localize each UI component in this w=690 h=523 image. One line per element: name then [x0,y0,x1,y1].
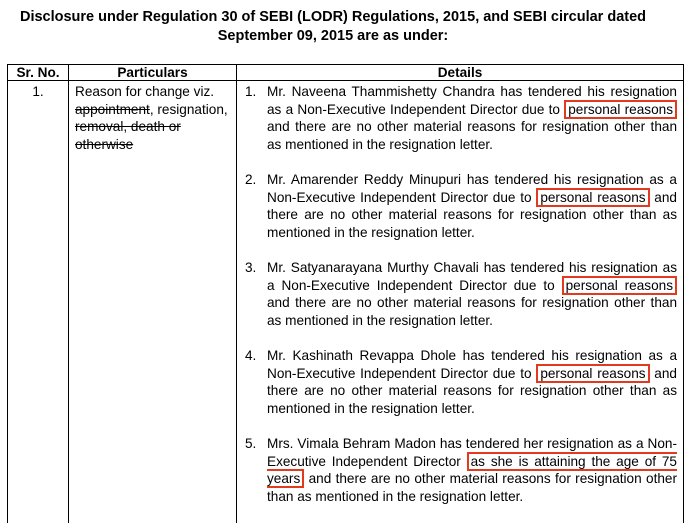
header-details: Details [237,65,684,81]
highlighted-reason: as she is attaining the age of 75 years [267,452,677,489]
highlighted-reason: personal reasons [536,364,649,383]
particulars-struck-removal: removal, death or otherwise [75,119,181,152]
item-text-before: Mr. Naveena Thammishetty Chandra has tendered his resignation as a Non-Executive Independent Director due to [267,84,677,117]
highlighted-reason: personal reasons [564,100,677,119]
item-number: 4. [245,347,256,365]
cell-details [237,81,684,523]
item-text-after: and there are no other material reasons for resignation other than as mentioned in the resignation letter. [267,366,677,416]
details-list [245,83,677,505]
highlighted-reason: personal reasons [562,276,677,295]
header-sr-no: Sr. No. [8,65,69,81]
item-number: 3. [245,259,256,277]
item-text-before: Mrs. Vimala Behram Madon has tendered her resignation as a Non-Executive Independent Director [267,436,677,469]
item-number: 1. [245,83,256,101]
list-item [245,171,677,241]
list-item [245,83,677,153]
item-number: 5. [245,435,256,453]
item-text-after: and there are no other material reasons for resignation other than as mentioned in the resignation letter. [267,471,677,504]
cell-particulars [69,81,237,523]
highlighted-reason: personal reasons [536,188,649,207]
item-text-after: and there are no other material reasons for resignation other than as mentioned in the resignation letter. [267,295,677,328]
table-header-row [8,65,684,81]
item-text-before: Mr. Kashinath Revappa Dhole has tendered his resignation as a Non-Executive Independent Director due to [267,348,677,381]
item-text-after: and there are no other material reasons for resignation other than as mentioned in the resignation letter. [267,190,677,240]
item-text-before: Mr. Amarender Reddy Minupuri has tendered his resignation as a Non-Executive Independent Director due to [267,172,677,205]
list-item [245,259,677,329]
item-text-before: Mr. Satyanarayana Murthy Chavali has tendered his resignation as a Non-Executive Independent Director due to [267,260,677,293]
table-row [8,81,684,523]
item-text-after: and there are no other material reasons for resignation other than as mentioned in the resignation letter. [267,119,677,152]
item-number: 2. [245,171,256,189]
cell-sr-no: 1. [8,81,69,523]
list-item [245,435,677,505]
particulars-struck-appointment: appointment [75,102,150,117]
particulars-lead: Reason for change viz. [75,84,214,99]
header-particulars: Particulars [69,65,237,81]
list-item [245,347,677,417]
disclosure-table [7,64,684,523]
particulars-kept-resignation: , resignation, [150,102,228,117]
document-title: Disclosure under Regulation 30 of SEBI (LODR) Regulations, 2015, and SEBI circular dated September 09, 2015 are as under: [18,8,648,46]
